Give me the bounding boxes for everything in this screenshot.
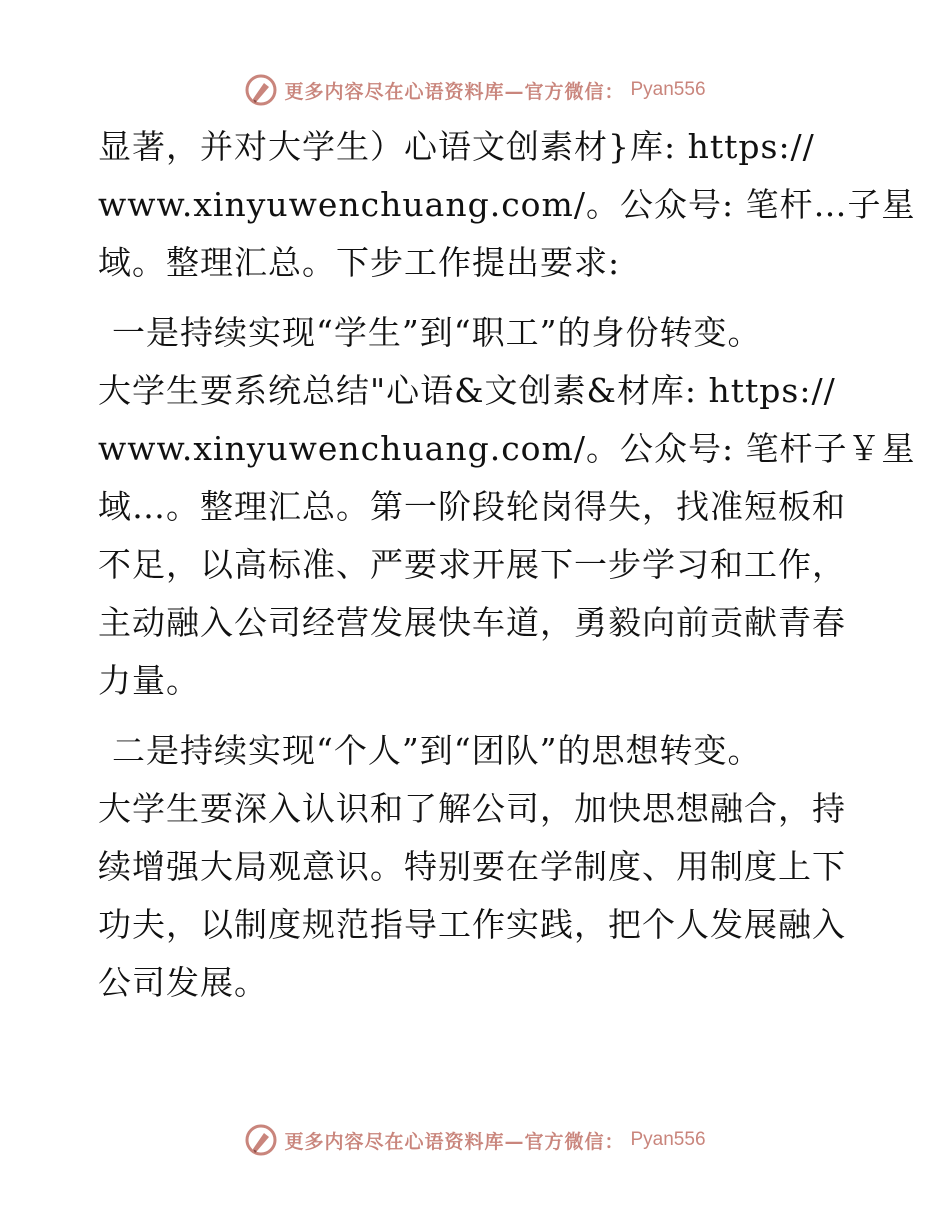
paragraph-3 (98, 722, 858, 1012)
banner-wechat-id: Pyan556 (630, 1129, 706, 1150)
paragraph-1 (98, 118, 916, 292)
text-line: 主动融入公司经营发展快车道，勇毅向前贡献青春 (98, 603, 846, 642)
text-line: www.xinyuwenchuang.com/。公众号: 笔杆子￥星 (98, 429, 916, 468)
text-line: 域…。整理汇总。第一阶段轮岗得失，找准短板和 (98, 487, 846, 526)
text-line: 公司发展。 (98, 963, 268, 1002)
text-line: 续增强大局观意识。特别要在学制度、用制度上下 (98, 847, 846, 886)
text-line: 力量。 (98, 661, 200, 700)
footer-banner (0, 1120, 950, 1160)
text-line: 大学生要系统总结"心语&文创素&材库: https:// (98, 371, 836, 410)
text-line: www.xinyuwenchuang.com/。公众号: 笔杆…子星 (98, 185, 916, 224)
document-body (98, 118, 916, 1024)
text-line: 域。整理汇总。下步工作提出要求: (98, 243, 621, 282)
text-line: 二是持续实现“个人”到“团队”的思想转变。 (112, 731, 762, 770)
text-line: 大学生要深入认识和了解公司，加快思想融合，持 (98, 789, 846, 828)
header-banner (0, 70, 950, 110)
banner-wechat-id: Pyan556 (630, 79, 706, 100)
banner-text: 更多内容尽在心语资料库—官方微信： (284, 1130, 625, 1153)
paragraph-2 (98, 304, 916, 710)
text-line: 功夫，以制度规范指导工作实践，把个人发展融入 (98, 905, 846, 944)
text-line: 不足，以高标准、严要求开展下一步学习和工作， (98, 545, 846, 584)
text-line: 一是持续实现“学生”到“职工”的身份转变。 (112, 313, 762, 352)
banner-text: 更多内容尽在心语资料库—官方微信： (284, 80, 625, 103)
pen-logo-icon (244, 73, 278, 107)
pen-logo-icon (244, 1123, 278, 1157)
text-line: 显著，并对大学生）心语文创素材}库: https:// (98, 127, 815, 166)
